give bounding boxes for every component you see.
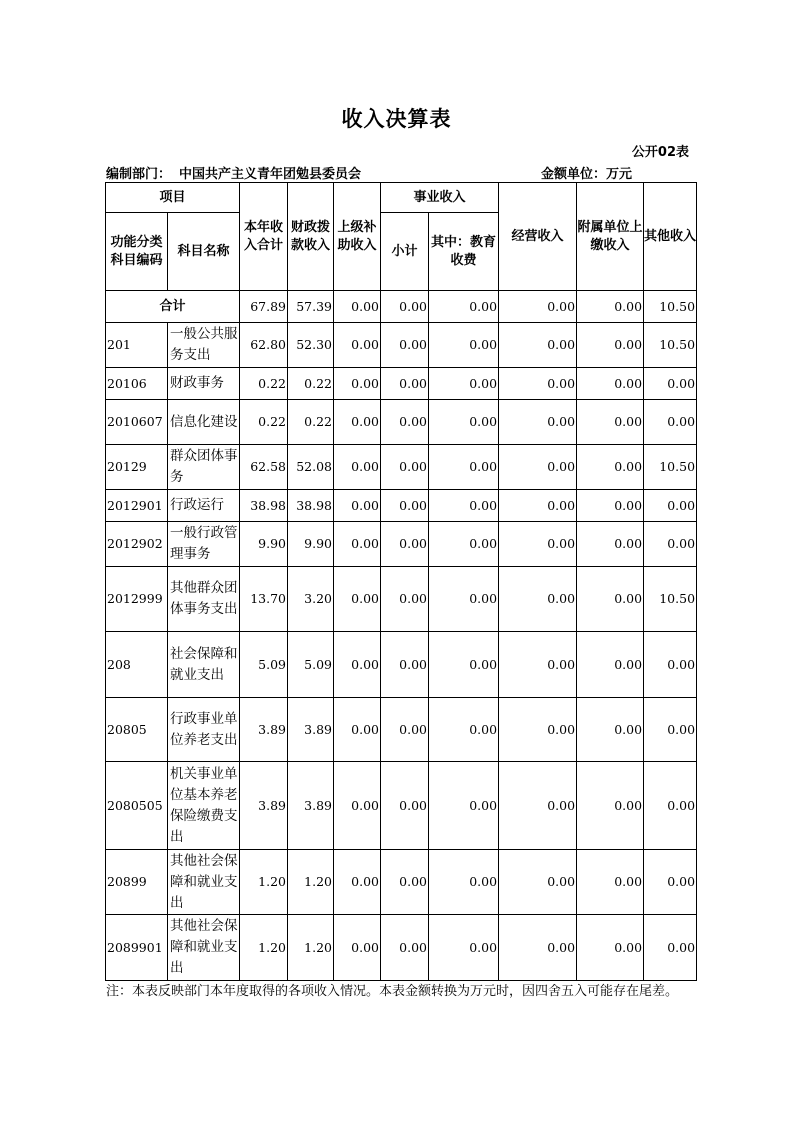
amount-cell: 0.00 <box>644 762 697 850</box>
header-superior: 上级补助收入 <box>334 183 381 291</box>
subject-code: 2080505 <box>106 762 168 850</box>
amount-cell: 0.00 <box>334 400 381 445</box>
total-cell: 0.00 <box>381 291 429 323</box>
subject-code: 2012999 <box>106 567 168 632</box>
total-cell: 0.00 <box>429 291 499 323</box>
amount-cell: 0.00 <box>429 762 499 850</box>
subject-code: 2010607 <box>106 400 168 445</box>
amount-cell: 0.00 <box>334 490 381 522</box>
amount-cell: 10.50 <box>644 445 697 490</box>
subject-code: 2089901 <box>106 915 168 981</box>
header-subtotal: 小计 <box>381 213 429 291</box>
amount-cell: 3.89 <box>240 698 288 762</box>
subject-code: 20805 <box>106 698 168 762</box>
header-project: 项目 <box>106 183 240 213</box>
amount-cell: 3.89 <box>288 698 334 762</box>
table-row <box>106 490 697 522</box>
table-row <box>106 400 697 445</box>
amount-cell: 0.00 <box>499 915 577 981</box>
amount-cell: 0.00 <box>429 915 499 981</box>
subject-name: 行政事业单位养老支出 <box>168 698 240 762</box>
total-row <box>106 291 697 323</box>
subject-name: 信息化建设 <box>168 400 240 445</box>
amount-cell: 52.30 <box>288 323 334 368</box>
amount-cell: 0.00 <box>644 632 697 698</box>
amount-cell: 0.22 <box>240 368 288 400</box>
amount-cell: 1.20 <box>288 850 334 915</box>
amount-cell: 0.00 <box>499 698 577 762</box>
amount-cell: 0.00 <box>381 850 429 915</box>
amount-cell: 9.90 <box>288 522 334 567</box>
amount-cell: 0.00 <box>499 850 577 915</box>
amount-cell: 0.00 <box>644 850 697 915</box>
table-row <box>106 762 697 850</box>
amount-cell: 0.00 <box>499 490 577 522</box>
header-edu: 其中：教育收费 <box>429 213 499 291</box>
table-row <box>106 850 697 915</box>
amount-cell: 1.20 <box>240 915 288 981</box>
total-cell: 0.00 <box>334 291 381 323</box>
amount-cell: 52.08 <box>288 445 334 490</box>
amount-cell: 0.00 <box>644 368 697 400</box>
amount-cell: 62.58 <box>240 445 288 490</box>
amount-cell: 1.20 <box>288 915 334 981</box>
amount-cell: 0.00 <box>499 368 577 400</box>
subject-code: 20899 <box>106 850 168 915</box>
table-body <box>106 291 697 981</box>
subject-name: 其他群众团体事务支出 <box>168 567 240 632</box>
total-cell: 0.00 <box>577 291 644 323</box>
amount-cell: 0.00 <box>334 522 381 567</box>
subject-code: 2012901 <box>106 490 168 522</box>
page-title: 收入决算表 <box>341 107 452 131</box>
amount-cell: 0.00 <box>577 490 644 522</box>
footnote: 注：本表反映部门本年度取得的各项收入情况。本表金额转换为万元时，因四舍五入可能存在尾差。 <box>106 984 679 999</box>
amount-cell: 0.00 <box>334 632 381 698</box>
subject-name: 行政运行 <box>168 490 240 522</box>
amount-cell: 0.00 <box>644 698 697 762</box>
header-other: 其他收入 <box>644 183 697 291</box>
amount-cell: 0.00 <box>334 850 381 915</box>
amount-cell: 0.00 <box>381 445 429 490</box>
amount-cell: 0.00 <box>644 490 697 522</box>
total-cell: 57.39 <box>288 291 334 323</box>
table-row <box>106 698 697 762</box>
header-affiliated: 附属单位上缴收入 <box>577 183 644 291</box>
subject-code: 208 <box>106 632 168 698</box>
amount-cell: 0.00 <box>381 698 429 762</box>
table-row <box>106 915 697 981</box>
amount-cell: 0.00 <box>499 400 577 445</box>
subject-name: 其他社会保障和就业支出 <box>168 850 240 915</box>
subject-name: 一般公共服务支出 <box>168 323 240 368</box>
amount-cell: 5.09 <box>240 632 288 698</box>
amount-cell: 0.00 <box>429 698 499 762</box>
amount-cell: 0.00 <box>577 567 644 632</box>
amount-cell: 0.00 <box>429 850 499 915</box>
total-cell: 67.89 <box>240 291 288 323</box>
header-operating: 经营收入 <box>499 183 577 291</box>
amount-cell: 0.00 <box>577 632 644 698</box>
subject-name: 一般行政管理事务 <box>168 522 240 567</box>
amount-cell: 3.89 <box>288 762 334 850</box>
amount-cell: 0.00 <box>381 632 429 698</box>
amount-cell: 0.00 <box>334 698 381 762</box>
subject-code: 20129 <box>106 445 168 490</box>
subject-name: 群众团体事务 <box>168 445 240 490</box>
table-row <box>106 567 697 632</box>
department-name: 中国共产主义青年团勉县委员会 <box>179 167 362 182</box>
subject-name: 社会保障和就业支出 <box>168 632 240 698</box>
amount-cell: 0.00 <box>577 445 644 490</box>
subject-code: 2012902 <box>106 522 168 567</box>
header-func-code: 功能分类科目编码 <box>106 213 168 291</box>
amount-cell: 0.00 <box>499 762 577 850</box>
amount-cell: 0.00 <box>429 445 499 490</box>
subject-code: 201 <box>106 323 168 368</box>
total-cell: 0.00 <box>499 291 577 323</box>
amount-cell: 0.00 <box>577 762 644 850</box>
amount-cell: 62.80 <box>240 323 288 368</box>
amount-cell: 0.00 <box>334 567 381 632</box>
amount-cell: 3.89 <box>240 762 288 850</box>
amount-cell: 0.00 <box>429 567 499 632</box>
header-subject-name: 科目名称 <box>168 213 240 291</box>
amount-cell: 0.00 <box>499 522 577 567</box>
total-cell: 10.50 <box>644 291 697 323</box>
amount-cell: 0.00 <box>381 323 429 368</box>
header-total-income: 本年收入合计 <box>240 183 288 291</box>
department-label: 编制部门： <box>106 167 172 182</box>
department-line <box>106 163 361 182</box>
amount-cell: 0.22 <box>288 400 334 445</box>
subject-code: 20106 <box>106 368 168 400</box>
amount-cell: 0.00 <box>577 522 644 567</box>
amount-cell: 0.00 <box>499 323 577 368</box>
amount-cell: 0.00 <box>334 445 381 490</box>
amount-cell: 0.00 <box>381 400 429 445</box>
amount-cell: 0.22 <box>240 400 288 445</box>
amount-cell: 0.00 <box>499 632 577 698</box>
amount-cell: 0.00 <box>577 323 644 368</box>
amount-cell: 0.00 <box>499 445 577 490</box>
amount-cell: 0.00 <box>577 850 644 915</box>
amount-cell: 38.98 <box>288 490 334 522</box>
amount-cell: 0.00 <box>334 762 381 850</box>
subject-name: 其他社会保障和就业支出 <box>168 915 240 981</box>
amount-cell: 0.00 <box>334 915 381 981</box>
amount-cell: 0.00 <box>381 490 429 522</box>
amount-cell: 10.50 <box>644 567 697 632</box>
amount-cell: 0.00 <box>334 323 381 368</box>
amount-cell: 0.00 <box>429 522 499 567</box>
amount-cell: 0.00 <box>381 915 429 981</box>
header-business: 事业收入 <box>381 183 499 213</box>
amount-cell: 0.00 <box>334 368 381 400</box>
amount-cell: 0.00 <box>429 323 499 368</box>
amount-cell: 0.00 <box>381 522 429 567</box>
amount-cell: 0.22 <box>288 368 334 400</box>
amount-cell: 13.70 <box>240 567 288 632</box>
form-number: 公开02表 <box>631 145 689 160</box>
table-row <box>106 445 697 490</box>
amount-cell: 0.00 <box>577 698 644 762</box>
header-fiscal: 财政拨款收入 <box>288 183 334 291</box>
table-row <box>106 368 697 400</box>
amount-cell: 9.90 <box>240 522 288 567</box>
amount-cell: 0.00 <box>499 567 577 632</box>
amount-cell: 0.00 <box>381 762 429 850</box>
amount-cell: 0.00 <box>577 368 644 400</box>
amount-cell: 1.20 <box>240 850 288 915</box>
amount-cell: 0.00 <box>429 368 499 400</box>
income-table <box>105 182 697 981</box>
table-row <box>106 522 697 567</box>
amount-cell: 10.50 <box>644 323 697 368</box>
table-row <box>106 632 697 698</box>
amount-cell: 0.00 <box>381 368 429 400</box>
subject-name: 财政事务 <box>168 368 240 400</box>
amount-cell: 5.09 <box>288 632 334 698</box>
amount-cell: 0.00 <box>644 915 697 981</box>
amount-cell: 0.00 <box>577 400 644 445</box>
table-row <box>106 323 697 368</box>
amount-cell: 0.00 <box>429 400 499 445</box>
amount-cell: 0.00 <box>644 522 697 567</box>
subject-name: 机关事业单位基本养老保险缴费支出 <box>168 762 240 850</box>
total-label: 合计 <box>106 291 240 323</box>
amount-cell: 0.00 <box>381 567 429 632</box>
amount-cell: 0.00 <box>429 490 499 522</box>
amount-cell: 0.00 <box>644 400 697 445</box>
amount-cell: 3.20 <box>288 567 334 632</box>
amount-unit: 金额单位：万元 <box>541 167 633 182</box>
amount-cell: 0.00 <box>429 632 499 698</box>
amount-cell: 38.98 <box>240 490 288 522</box>
amount-cell: 0.00 <box>577 915 644 981</box>
